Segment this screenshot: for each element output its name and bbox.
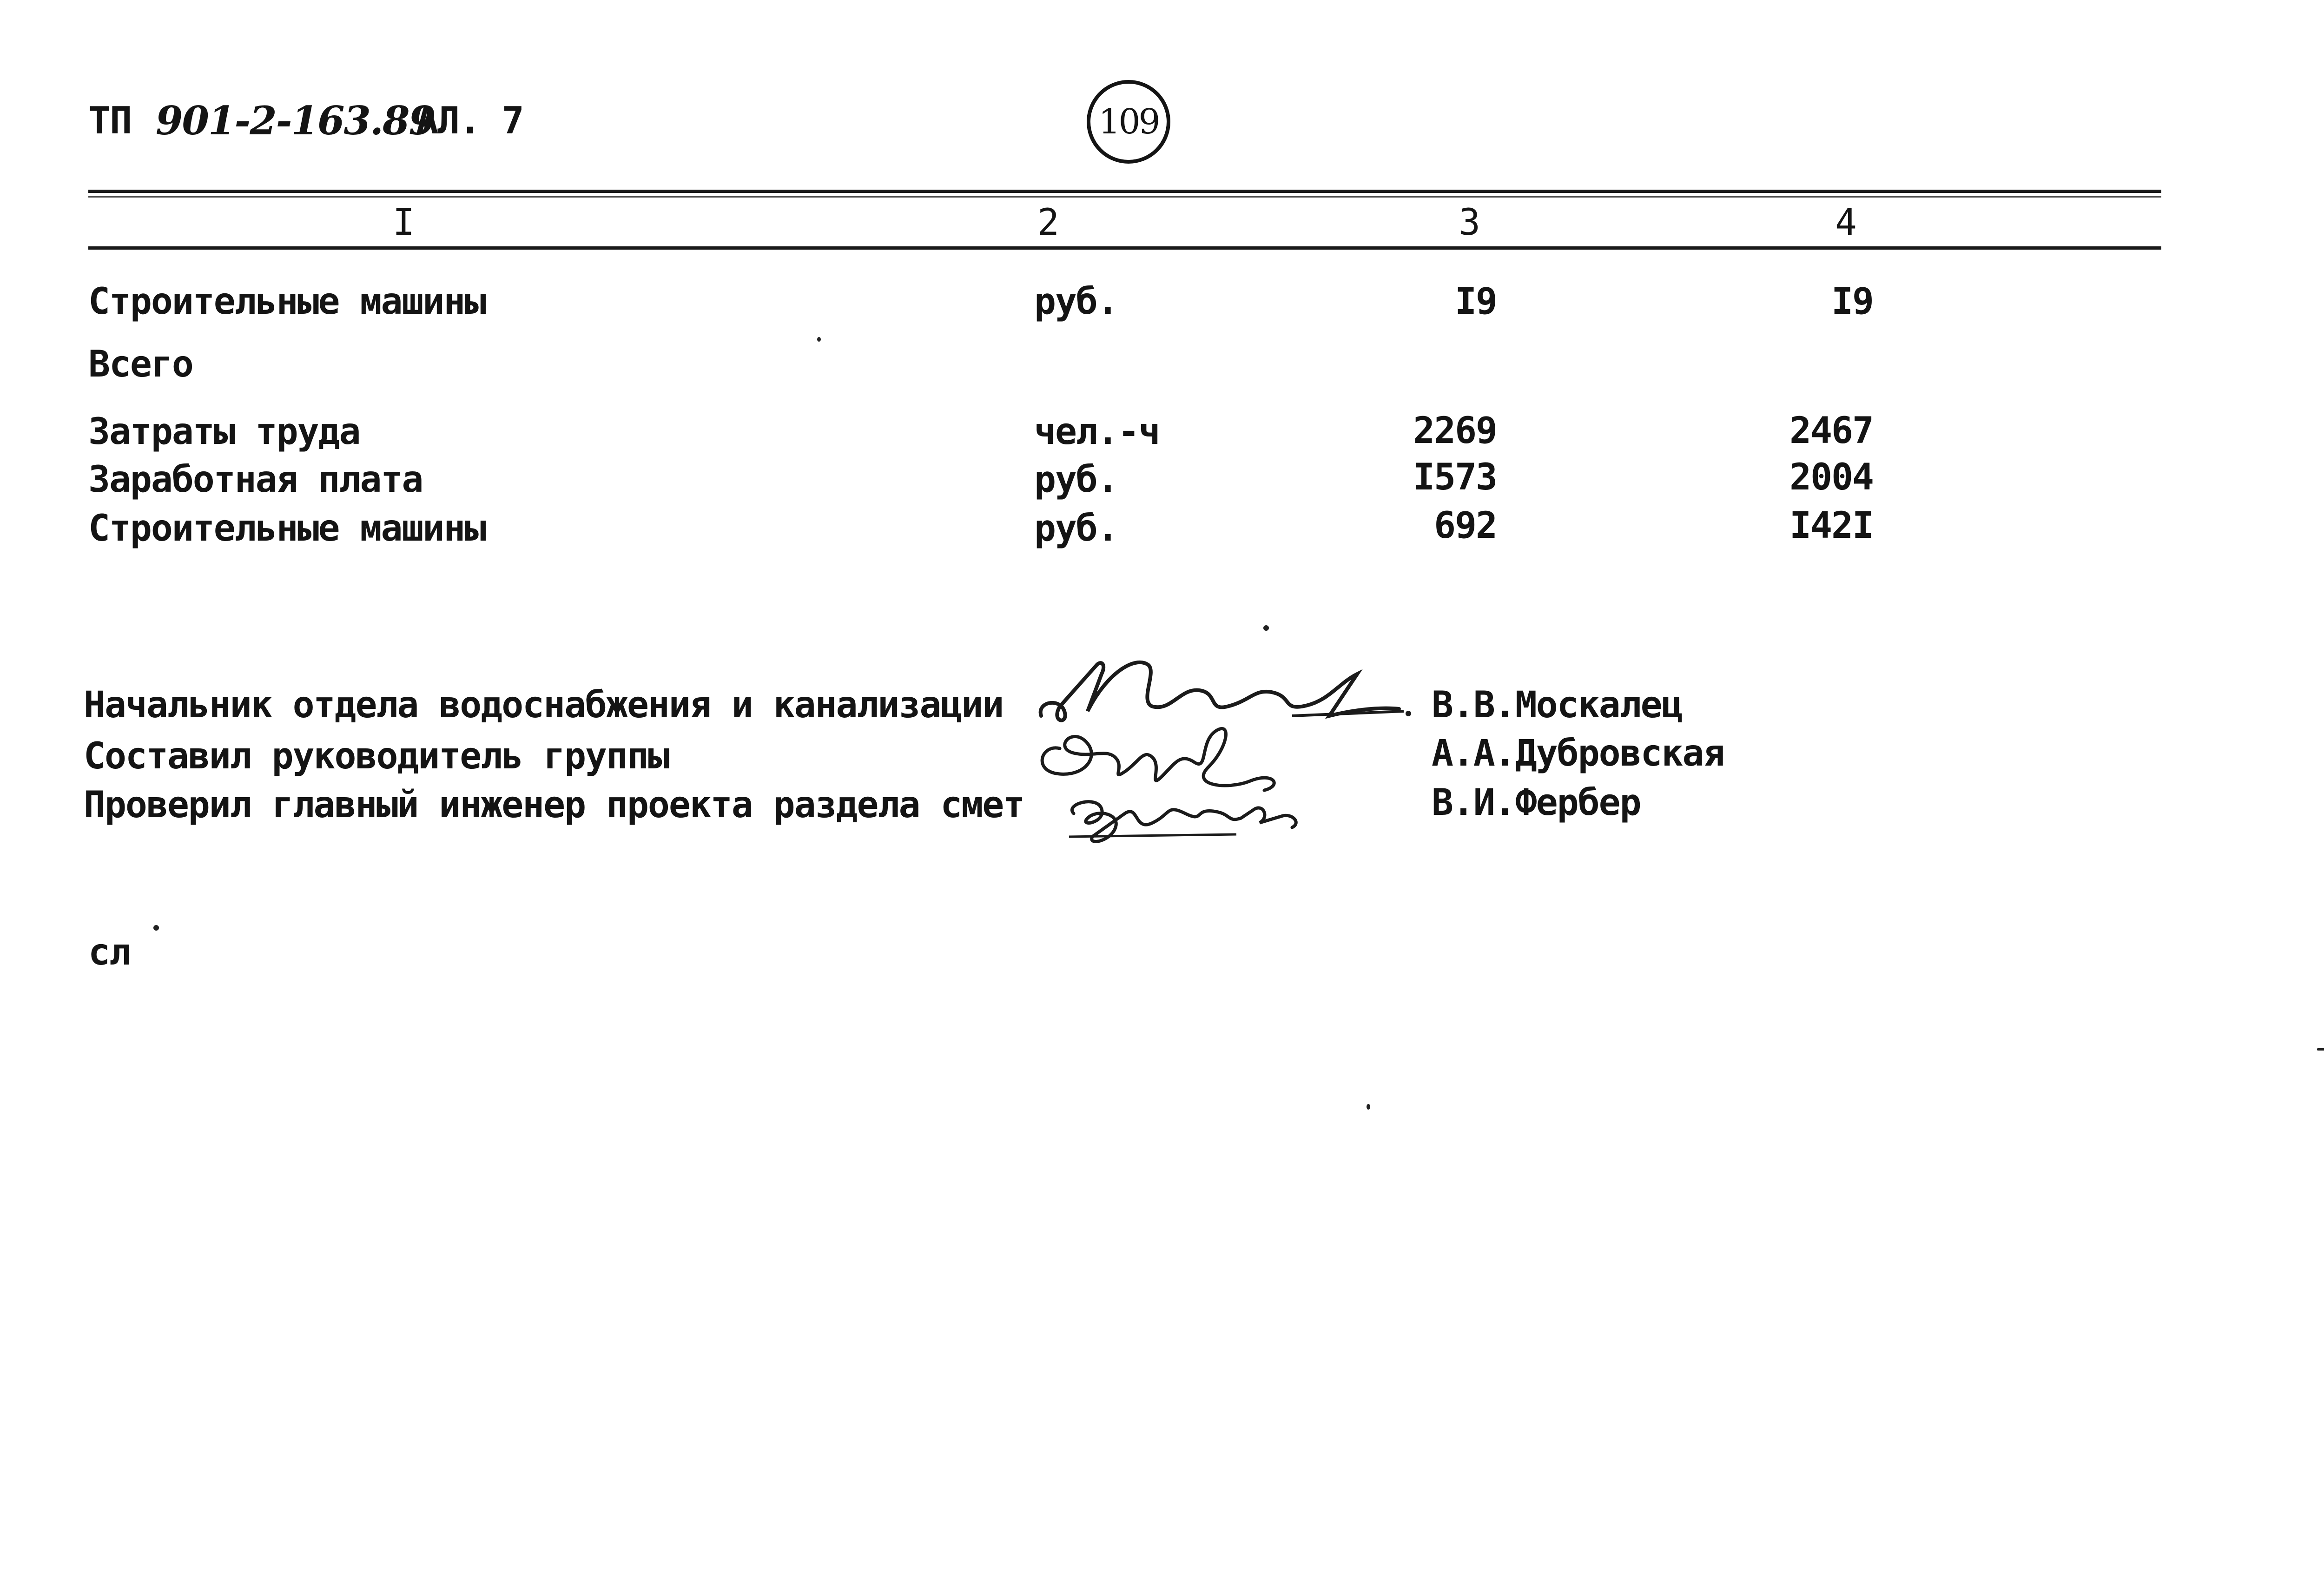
- row-3-col4: 2467: [1789, 410, 1873, 452]
- scan-speck: [817, 337, 821, 342]
- column-header-3: 3: [1459, 202, 1479, 244]
- signature-3-name: В.И.Фербер: [1432, 782, 1641, 824]
- signature-1-role: Начальник отдела водоснабжения и канализации: [84, 684, 1004, 726]
- row-3-name: Затраты труда: [88, 411, 360, 453]
- doc-prefix: ТП: [88, 99, 132, 142]
- doc-number: 901-2-163.89: [156, 98, 435, 144]
- column-header-1: I: [393, 202, 414, 244]
- scan-speck: [2317, 1048, 2324, 1051]
- row-4-col4: 2004: [1789, 456, 1873, 498]
- page-number-stamp: [1087, 80, 1170, 164]
- table-header-rule: [88, 246, 2161, 250]
- column-header-4: 4: [1835, 202, 1856, 244]
- row-4-name: Заработная плата: [88, 459, 423, 501]
- row-2-name: Всего: [88, 344, 193, 385]
- row-3-col3: 2269: [1413, 410, 1497, 452]
- row-3-unit: чел.-ч: [1034, 411, 1160, 453]
- table-top-rule: [88, 190, 2161, 193]
- scan-speck: [1367, 1104, 1370, 1110]
- table-top-rule-2: [88, 196, 2161, 198]
- signature-2-role: Составил руководитель группы: [84, 735, 669, 777]
- row-1-name: Строительные машины: [88, 281, 486, 323]
- scan-speck: [153, 925, 159, 931]
- signature-3-role: Проверил главный инженер проекта раздела смет: [84, 784, 1024, 826]
- signature-1-scribble: [1032, 646, 1413, 730]
- album-label: АЛ. 7: [416, 99, 523, 142]
- row-5-unit: руб.: [1034, 508, 1118, 549]
- column-header-2: 2: [1037, 202, 1058, 244]
- signature-2-name: А.А.Дубровская: [1432, 733, 1724, 774]
- signature-3-scribble: [1060, 786, 1311, 851]
- signature-1-name: В.В.Москалец: [1432, 684, 1683, 726]
- signature-2-scribble: [1032, 720, 1292, 795]
- row-1-col4: I9: [1831, 281, 1873, 323]
- row-4-col3: I573: [1413, 456, 1497, 498]
- page-number: 109: [1098, 102, 1159, 142]
- row-1-unit: руб.: [1034, 281, 1118, 323]
- row-5-col3: 692: [1434, 505, 1497, 547]
- scan-speck: [1263, 625, 1269, 631]
- row-5-name: Строительные машины: [88, 508, 486, 549]
- row-1-col3: I9: [1455, 281, 1497, 323]
- row-5-col4: I42I: [1789, 505, 1873, 547]
- row-4-unit: руб.: [1034, 459, 1118, 501]
- footer-note: сл: [88, 932, 130, 973]
